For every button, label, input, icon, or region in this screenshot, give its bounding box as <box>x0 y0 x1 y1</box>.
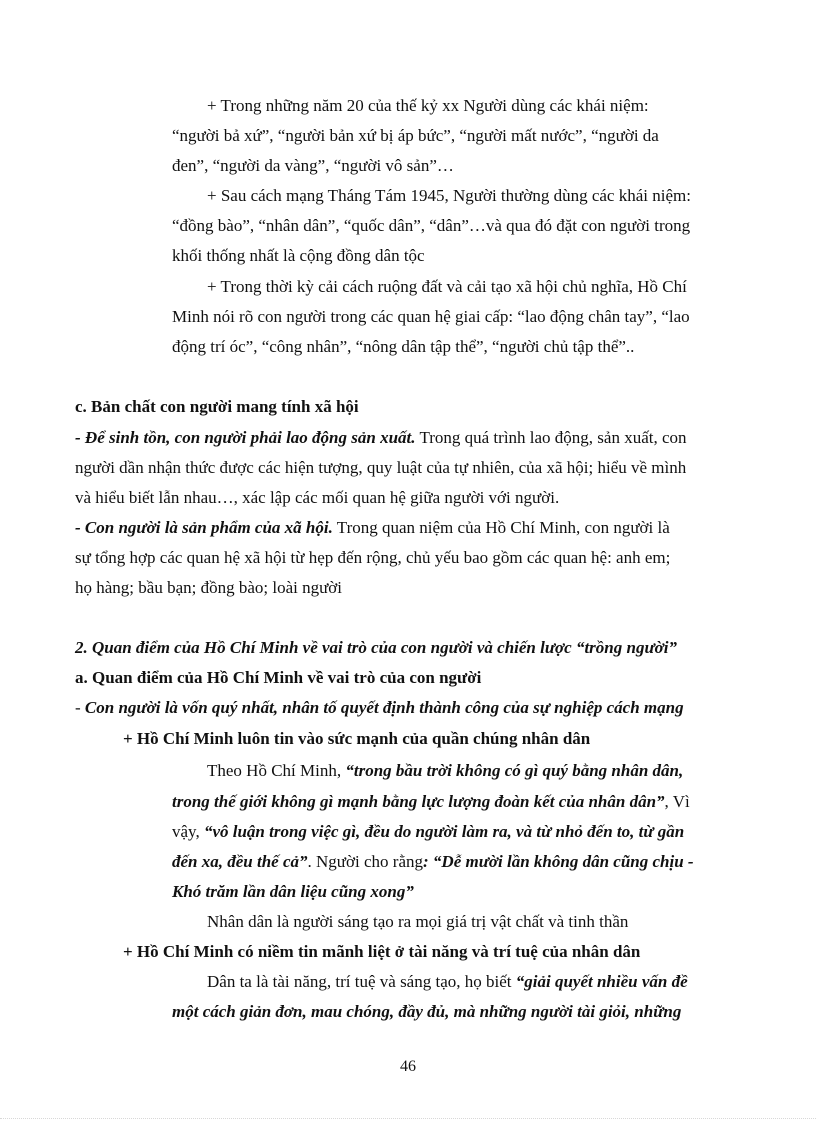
paragraph-line: đen”, “người da vàng”, “người vô sản”… <box>172 156 454 175</box>
paragraph-line: “đồng bào”, “nhân dân”, “quốc dân”, “dân”…và qua đó đặt con người trong <box>172 216 691 235</box>
paragraph-line: Nhân dân là người sáng tạo ra mọi giá trị vật chất và tinh thần <box>207 912 629 931</box>
quote-text: “trong bầu trời không có gì quý bằng nhân dân, <box>345 761 684 780</box>
paragraph-line: Minh nói rõ con người trong các quan hệ giai cấp: “lao động chân tay”, “lao <box>172 307 690 326</box>
paragraph-line: “người bả xứ”, “người bản xứ bị áp bức”, “người mất nước”, “người da <box>172 126 659 145</box>
paragraph-line <box>75 427 687 449</box>
body-text: Dân ta là tài năng, trí tuệ và sáng tạo, họ biết <box>207 972 516 991</box>
paragraph-line: động trí óc”, “công nhân”, “nông dân tập thể”, “người chủ tập thể”.. <box>172 337 635 356</box>
paragraph-line: + Trong thời kỳ cải cách ruộng đất và cải tạo xã hội chủ nghĩa, Hồ Chí <box>207 277 687 296</box>
paragraph-line <box>207 760 683 782</box>
body-text: Theo Hồ Chí Minh, <box>207 761 346 780</box>
bullet-heading: + Hồ Chí Minh có niềm tin mãnh liệt ở tài năng và trí tuệ của nhân dân <box>123 942 641 961</box>
quote-text: “vô luận trong việc gì, đều do người làm ra, và từ nhỏ đến to, từ gần <box>203 822 685 841</box>
paragraph-line <box>207 971 688 993</box>
emphasis-text: - Con người là sản phẩm của xã hội. <box>75 518 333 537</box>
section-heading-2: 2. Quan điểm của Hồ Chí Minh về vai trò của con người và chiến lược “trồng người” <box>75 638 677 657</box>
quote-text: đến xa, đều thế cả” <box>172 852 308 871</box>
body-text: . Người cho rằng <box>307 852 423 871</box>
dash-text: - <box>75 698 85 717</box>
body-text: Trong quá trình lao động, sản xuất, con <box>415 428 687 447</box>
emphasis-text: Con người là vốn quý nhất, nhân tố quyết định thành công của sự nghiệp cách mạng <box>84 698 684 717</box>
paragraph-line: một cách giản đơn, mau chóng, đầy đủ, mà những người tài giỏi, những <box>172 1002 682 1021</box>
paragraph-line: + Sau cách mạng Tháng Tám 1945, Người thường dùng các khái niệm: <box>207 186 691 205</box>
emphasis-text: - Để sinh tồn, con người phải lao động sản xuất. <box>75 428 416 447</box>
body-text: , Vì <box>664 792 690 811</box>
bullet-heading: + Hồ Chí Minh luôn tin vào sức mạnh của quần chúng nhân dân <box>123 729 591 748</box>
paragraph-line <box>172 851 694 873</box>
page-bottom-border <box>0 1118 816 1119</box>
paragraph-line: họ hàng; bầu bạn; đồng bào; loài người <box>75 578 343 597</box>
paragraph-line <box>172 791 690 813</box>
paragraph-line: và hiểu biết lẫn nhau…, xác lập các mối quan hệ giữa người với người. <box>75 488 560 507</box>
paragraph-line: người dần nhận thức được các hiện tượng, quy luật của tự nhiên, của xã hội; hiểu về mình <box>75 458 687 477</box>
body-text: Trong quan niệm của Hồ Chí Minh, con người là <box>332 518 670 537</box>
quote-text: “giải quyết nhiều vấn đề <box>515 972 688 991</box>
paragraph-line: khối thống nhất là cộng đồng dân tộc <box>172 246 425 265</box>
paragraph-line: Khó trăm lần dân liệu cũng xong” <box>172 882 414 901</box>
paragraph-line <box>75 697 684 719</box>
section-heading-c: c. Bản chất con người mang tính xã hội <box>75 397 359 416</box>
page-number: 46 <box>400 1058 416 1075</box>
paragraph-line <box>172 821 684 843</box>
paragraph-line: sự tổng hợp các quan hệ xã hội từ hẹp đến rộng, chủ yếu bao gồm các quan hệ: anh em; <box>75 548 671 567</box>
paragraph-line <box>75 517 670 539</box>
quote-text: trong thế giới không gì mạnh bằng lực lượng đoàn kết của nhân dân” <box>172 792 665 811</box>
section-heading-2a: a. Quan điểm của Hồ Chí Minh về vai trò của con người <box>75 668 482 687</box>
body-text: vậy, <box>172 822 204 841</box>
quote-text: : “Dễ mười lần không dân cũng chịu - <box>423 852 694 871</box>
paragraph-line: + Trong những năm 20 của thế kỷ xx Người dùng các khái niệm: <box>207 96 649 115</box>
